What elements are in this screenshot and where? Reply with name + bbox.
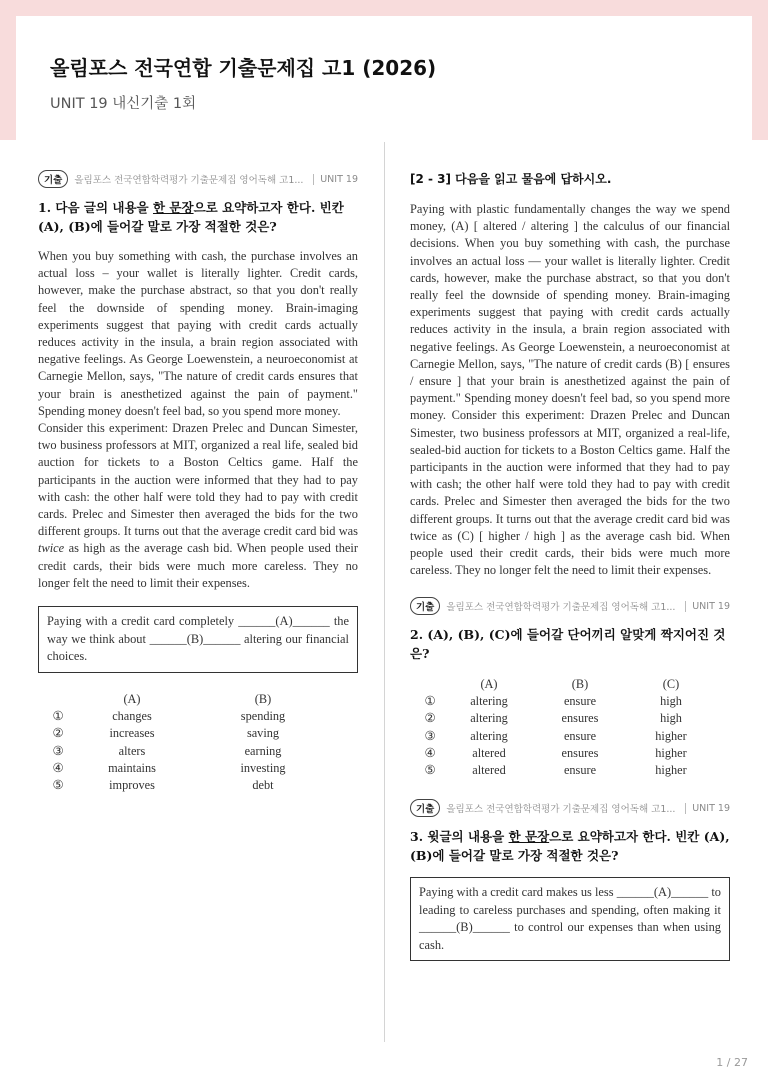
question-1-passage [38, 248, 358, 592]
column-divider [384, 142, 385, 1042]
passage-paragraph: Consider this experiment: Drazen Prelec and Duncan Simester, two business professors at MIT, organized a real life, sealed bid auction for tickets to a Boston Celtics game. Half the participants in the auction were informed that they had to pay with cash: the other half were told they had to pay with credit cards. Prelec and Simester then averaged the bids for the two different groups. It turns out that the average credit card bid was twice as high as the average cash bid. When people used their credit cards, their bids were much more careless. They no longer felt the need to limit their expenses. [38, 421, 358, 590]
passage-paragraph: When you buy something with cash, the purchase involves an actual loss – your wallet is literally lighter. Credit cards, however, make the purchase abstract, so that you don't really feel the downside of spending money. Brain-imaging experiments suggest that paying with credit cards actually reduces activity in the insula, a brain region associated with negative feelings. As George Loewenstein, a neuroeconomist at Carnegie Mellon, says, "The nature of credit cards ensures that your brain is anesthetized against the pain of payment." Spending money doesn't feel bad, so you spend more money. [38, 249, 358, 418]
option-row[interactable]: ⑤ altered ensure higher [424, 763, 687, 778]
choice-bracket-c: [ higher / high ] [479, 528, 565, 543]
option-row[interactable]: ② altering ensures high [424, 711, 682, 726]
question-2-title: 2. (A), (B), (C)에 들어갈 단어끼리 알맞게 짝지어진 것은? [410, 627, 726, 662]
unit-subtitle: UNIT 19 내신기출 1회 [50, 96, 197, 112]
page-number: 1 / 27 [716, 1056, 748, 1069]
source-text: 올림포스 전국연합학력평가 기출문제집 영어독해 고1... [446, 804, 676, 816]
option-row[interactable]: ① altering ensure high [424, 693, 682, 708]
underlined-phrase: 한 문장 [508, 829, 550, 845]
source-text: 올림포스 전국연합학력평가 기출문제집 영어독해 고1... [446, 602, 676, 614]
unit-label: UNIT 19 [685, 601, 730, 612]
summary-box: Paying with a credit card makes us less ______(A)______ to leading to careless purchases and spending, often making it ______(B)______ to control our expenses than when using cash. [410, 877, 730, 961]
source-text: 올림포스 전국연합학력평가 기출문제집 영어독해 고1... [74, 175, 304, 186]
document-title: 올림포스 전국연합 기출문제집 고1 (2026) [50, 56, 437, 80]
option-row[interactable]: ③ alters earning [52, 743, 282, 758]
choice-bracket-b: [ ensures / ensure ] [410, 356, 730, 389]
source-badge: 기출 [410, 799, 440, 817]
source-badge: 기출 [410, 597, 440, 615]
set-passage: Paying with plastic fundamentally changes the way we spend money, (A) [ altered / altering ] the calculus of our financial decisions. When you buy something with cash, the purchase involves an actual loss — your wallet is literally lighter. Credit cards, however, make the purchase abstract, so that you don't really feel the downside of spending money. Brain-imaging experiments suggest that paying with credit cards actually reduces activity in the insula, a brain region associated with negative feelings. As George Loewenstein, a neuroeconomist at Carnegie Mellon, says, "The nature of credit cards (B) [ ensures / ensure ] that your brain is anesthetized against the pain of payment." Spending money doesn't feel bad, so you spend more money. Consider this experiment: Drazen Prelec and Duncan Simester, two business professors at MIT, organized a real-life, sealed-bid auction for tickets to a Boston Celtics game. Half the participants in the auction were informed that they had to pay with cash; the other half were told they had to pay with credit cards. Prelec and Simester then averaged the bids for the two different groups. It turns out that the average credit card bid was twice as (C) [ higher / high ] as the average cash bid. When people used their credit cards, their bids were much more careless. They no longer felt the need to limit their expenses. [410, 202, 731, 578]
left-column [38, 170, 358, 794]
summary-box: Paying with a credit card completely ______(A)______ the way we think about ______(B)______ altering our financial choices. [38, 606, 358, 673]
answer-options [416, 675, 716, 779]
unit-label: UNIT 19 [685, 803, 730, 814]
unit-label: UNIT 19 [313, 174, 358, 185]
option-row[interactable]: ④ maintains investing [52, 760, 286, 775]
question-tag [410, 597, 730, 615]
source-badge: 기출 [38, 170, 68, 188]
options-header-row: (A) (B) [123, 691, 272, 706]
option-row[interactable]: ① changes spending [52, 709, 286, 723]
underlined-phrase: 한 문장 [152, 200, 194, 215]
right-column [410, 170, 730, 961]
question-1-title: 1. 다음 글의 내용을 한 문장으로 요약하고자 한다. 빈칸 (A), (B)에 들어갈 말로 가장 적절한 것은? [38, 200, 344, 234]
option-row[interactable]: ④ altered ensures higher [424, 745, 687, 760]
option-row[interactable]: ⑤ improves debt [52, 778, 274, 793]
question-tag [410, 799, 730, 817]
answer-options [44, 691, 334, 795]
options-header-row: (A) (B) (C) [480, 676, 680, 691]
option-row[interactable]: ③ altering ensure higher [424, 728, 687, 743]
option-row[interactable]: ② increases saving [52, 726, 280, 741]
set-heading: [2 - 3] 다음을 읽고 물음에 답하시오. [410, 172, 612, 186]
question-tag [38, 170, 358, 188]
question-3-title: 3. 윗글의 내용을 한 문장으로 요약하고자 한다. 빈칸 (A), (B)에 들어갈 말로 가장 적절한 것은? [410, 829, 730, 864]
choice-bracket-a: [ altered / altering ] [473, 219, 578, 234]
